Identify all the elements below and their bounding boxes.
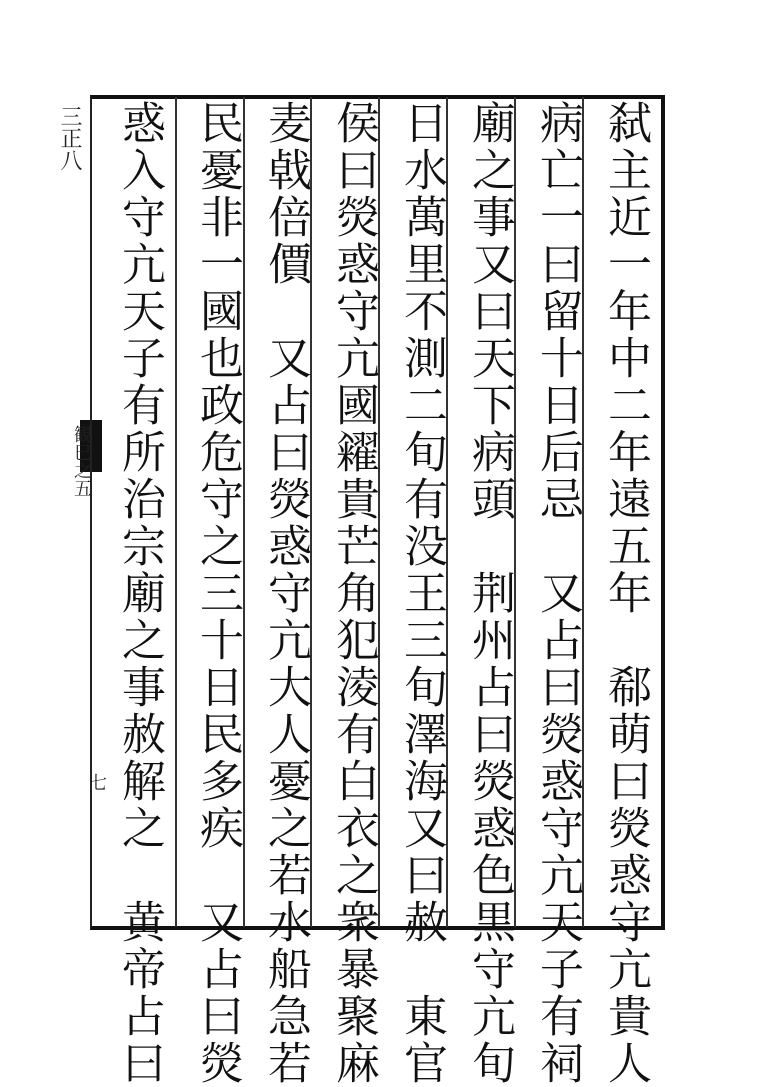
text-column-7: 民憂非一國也政危守之三十日民多疾 又占曰熒	[192, 100, 243, 1087]
column-divider	[175, 97, 177, 927]
text-column-8: 惑入守亢天子有所治宗廟之事赦解之 黄帝占曰	[114, 100, 165, 1087]
text-column-1: 弑主近一年中二年遠五年 郗萌曰熒惑守亢貴人	[600, 100, 651, 1087]
text-column-4: 日水萬里不測二旬有没王三旬澤海又曰赦 東官	[396, 100, 447, 1087]
text-column-5: 侯曰熒惑守亢國糴貴芒角犯淩有白衣之衆暴聚麻	[328, 100, 379, 1087]
text-column-2: 病亡一曰留十日后忌 又占曰熒惑守亢天子有祠	[532, 100, 583, 1087]
text-column-3: 廟之事又曰天下病頭 荆州占曰熒惑色黒守亢旬	[464, 100, 515, 1087]
margin-top-text: 三正八	[57, 105, 82, 171]
margin-side-text: 観巳之五	[71, 425, 92, 497]
text-column-6: 麦㦸倍價 又占曰熒惑守亢大人憂之若水船急若	[260, 100, 311, 1087]
margin-strip	[0, 95, 92, 930]
page-number: 七	[86, 773, 107, 791]
